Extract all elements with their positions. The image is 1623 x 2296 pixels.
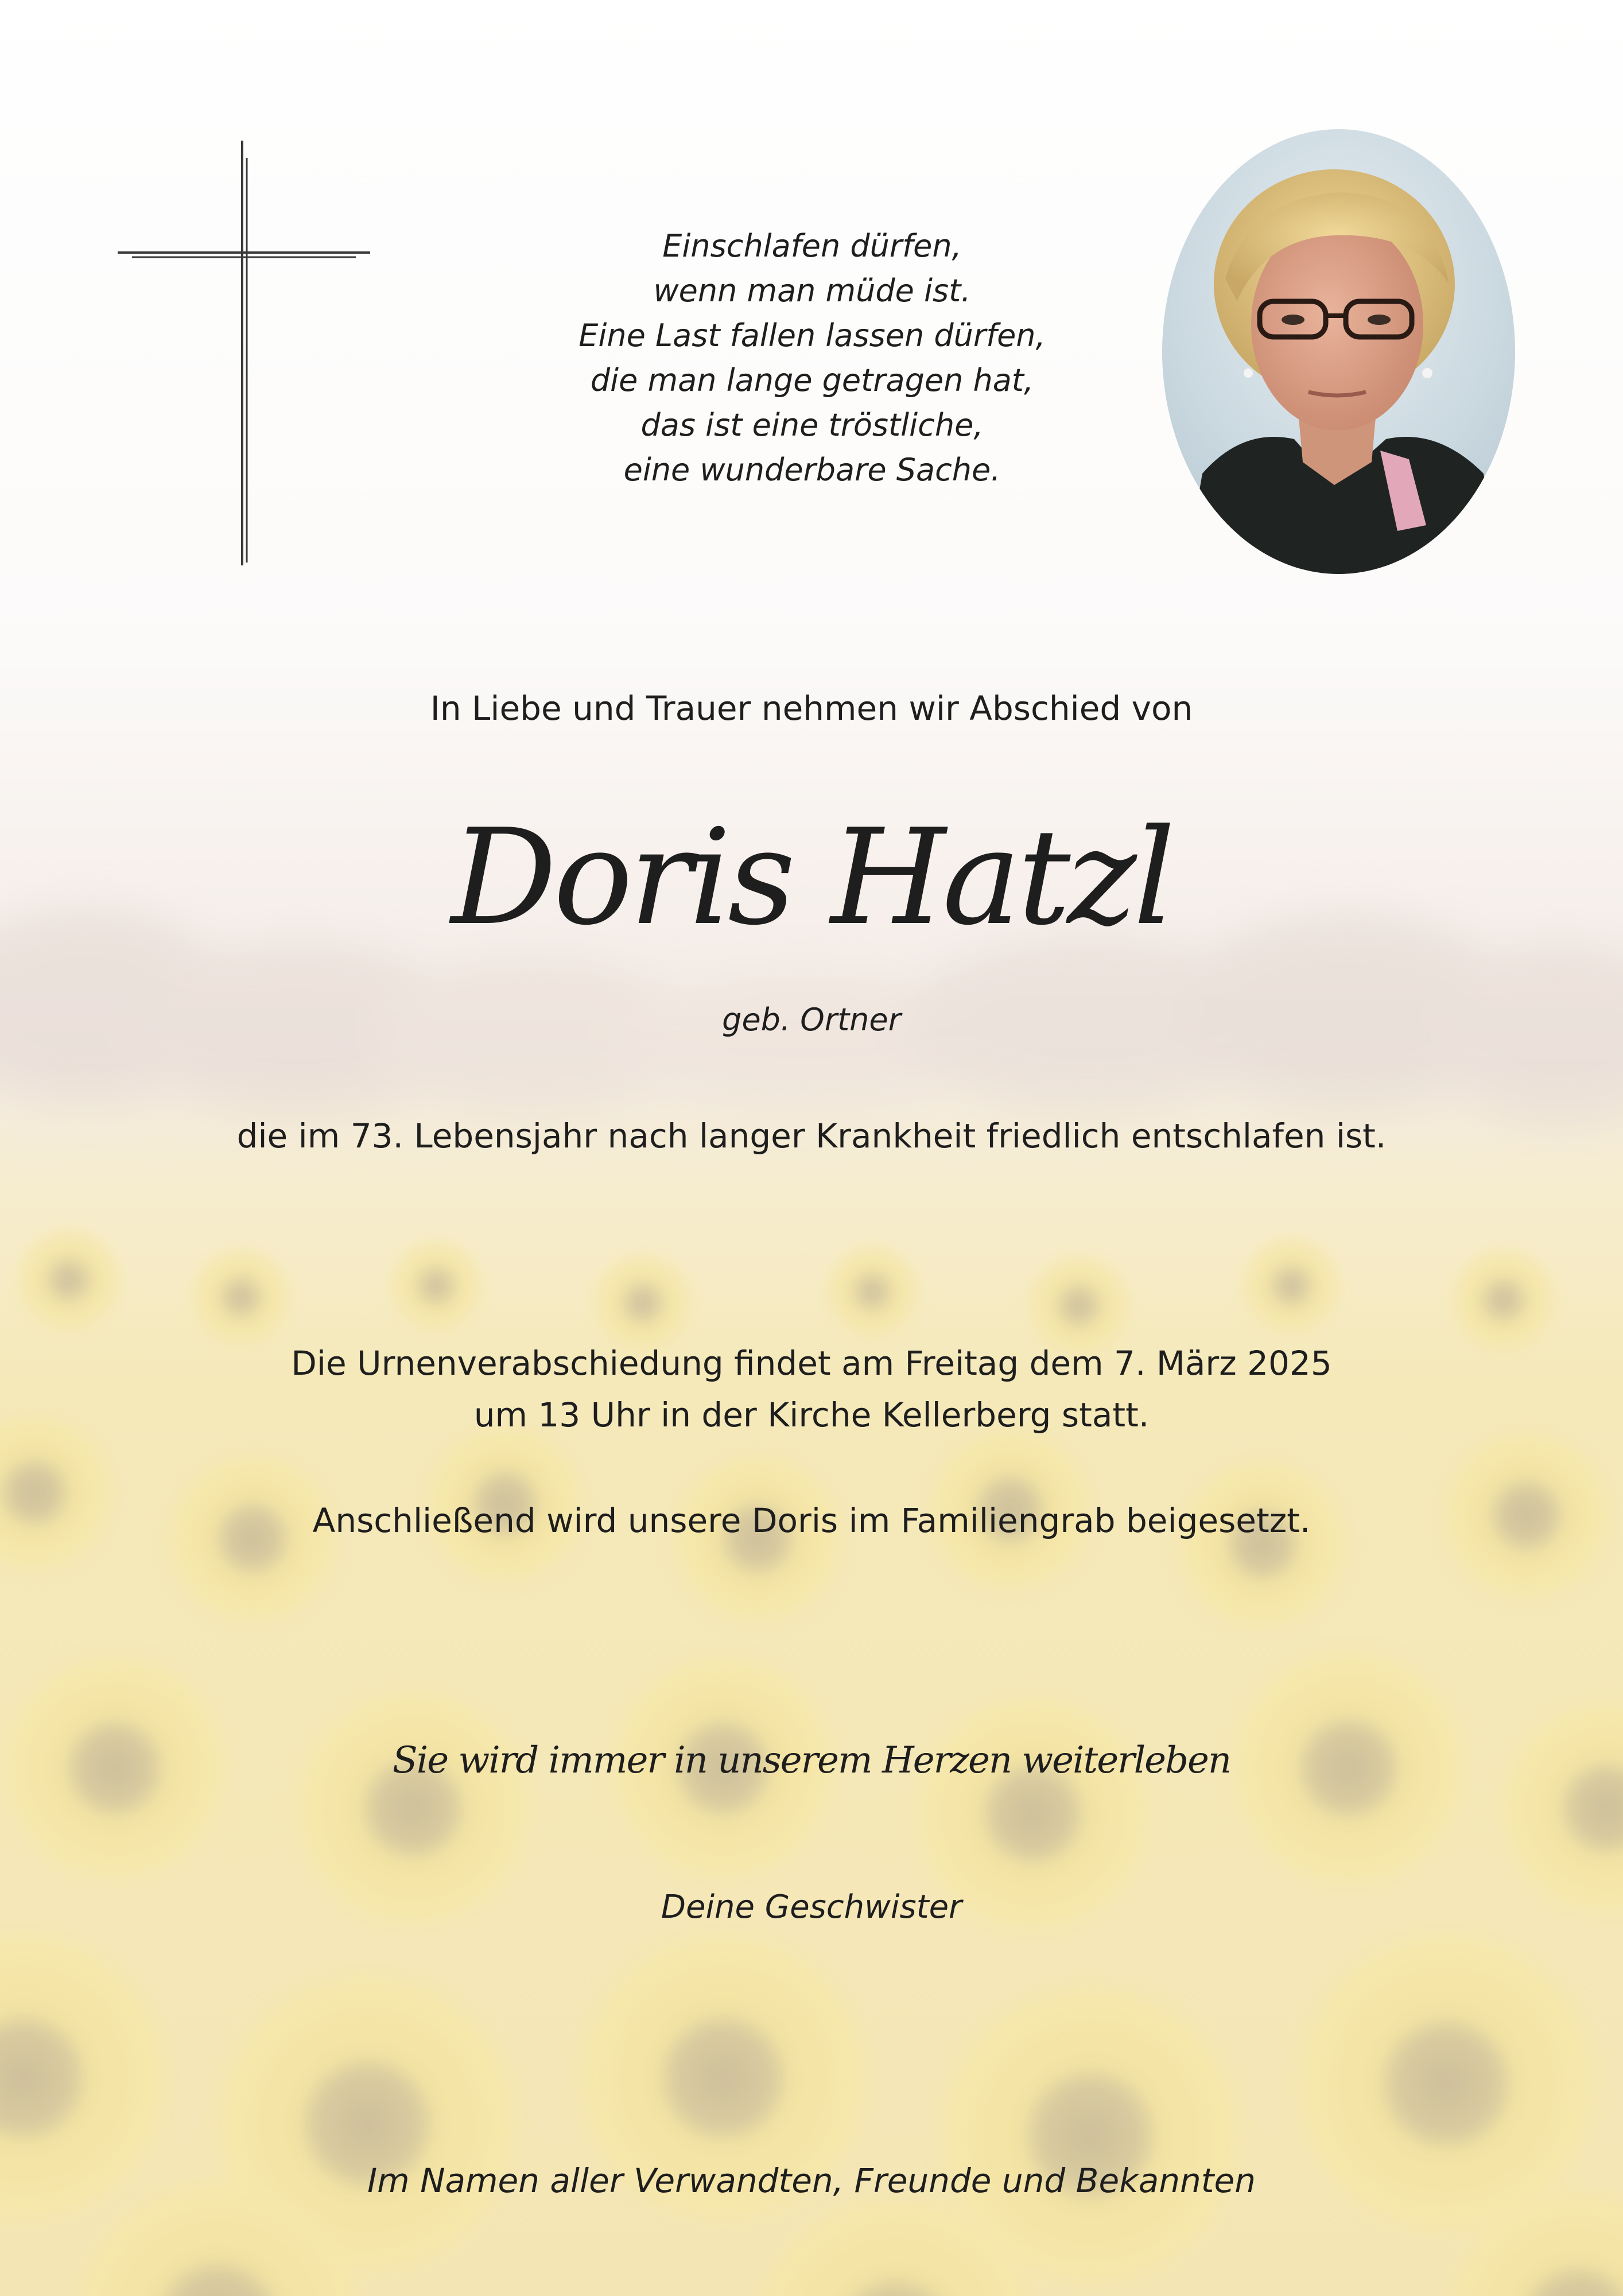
maiden-name: geb. Ortner [722, 1002, 901, 1038]
memorial-motto: Sie wird immer in unserem Herzen weiterleben [392, 1739, 1231, 1782]
quote-line: wenn man müde ist. [653, 273, 971, 309]
quote-line: Einschlafen dürfen, [662, 228, 962, 264]
quote-line: das ist eine tröstliche, [640, 407, 984, 443]
quote-block [505, 224, 1119, 492]
burial-info: Anschließend wird unsere Doris im Familiengrab beigesetzt. [312, 1501, 1311, 1540]
farewell-intro: In Liebe und Trauer nehmen wir Abschied von [430, 689, 1193, 728]
footer-text: Im Namen aller Verwandten, Freunde und Bekannten [367, 2161, 1256, 2200]
signature: Deine Geschwister [661, 1888, 962, 1926]
death-statement: die im 73. Lebensjahr nach langer Krankheit friedlich entschlafen ist. [236, 1116, 1387, 1155]
portrait-photo [1162, 129, 1515, 574]
quote-line: die man lange getragen hat, [590, 362, 1034, 398]
quote-line: eine wunderbare Sache. [623, 452, 1001, 488]
quote-line: Eine Last fallen lassen dürfen, [578, 317, 1046, 354]
ceremony-info [0, 1337, 1623, 1441]
deceased-name: Doris Hatzl [451, 801, 1172, 955]
ceremony-line: Die Urnenverabschiedung findet am Freitag dem 7. März 2025 [291, 1344, 1332, 1383]
cross-icon [115, 138, 373, 568]
ceremony-line: um 13 Uhr in der Kirche Kellerberg statt. [473, 1395, 1150, 1434]
